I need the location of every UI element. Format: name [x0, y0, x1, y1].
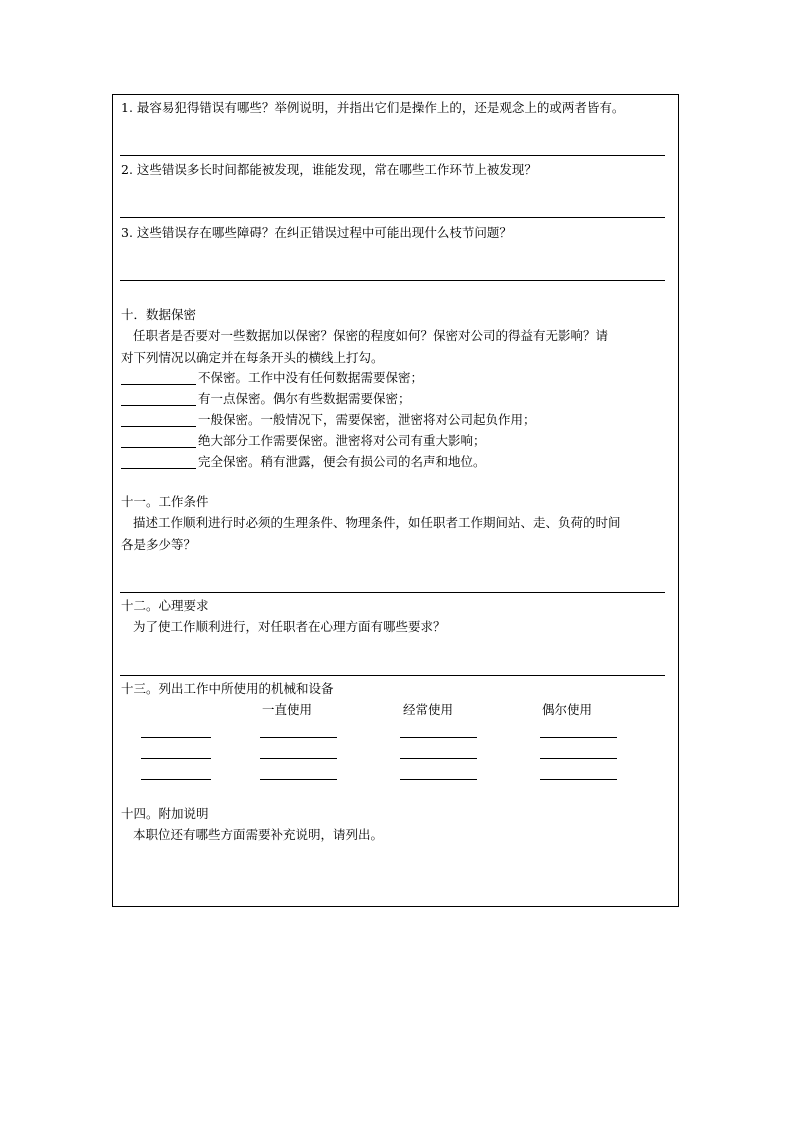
often-used-line[interactable]	[400, 779, 477, 780]
option-no-secrecy: 不保密。工作中没有任何数据需要保密；	[198, 370, 424, 385]
equipment-name-line[interactable]	[141, 779, 211, 780]
section-10-intro-1: 任职者是否要对一些数据加以保密？保密的程度如何？保密对公司的得益有无影响？请	[133, 328, 609, 343]
section-10-title: 十．数据保密	[121, 307, 197, 322]
section-12-line-1: 为了使工作顺利进行，对任职者在心理方面有哪些要求？	[133, 619, 446, 634]
often-used-line[interactable]	[400, 737, 477, 738]
occasionally-used-line[interactable]	[540, 758, 617, 759]
column-always-used: 一直使用	[262, 702, 313, 717]
always-used-line[interactable]	[260, 779, 337, 780]
option-little-secrecy: 有一点保密。偶尔有些数据需要保密；	[198, 391, 411, 406]
question-2: 2. 这些错误多长时间都能被发现，谁能发现，常在哪些工作环节上被发现？	[121, 162, 537, 177]
occasionally-used-line[interactable]	[540, 737, 617, 738]
answer-line-psych-requirements[interactable]	[120, 675, 665, 676]
section-13-title: 十三。列出工作中所使用的机械和设备	[121, 681, 334, 696]
option-general-secrecy: 一般保密。一般情况下，需要保密，泄密将对公司起负作用；	[198, 412, 536, 427]
checkbox-line-little-secrecy[interactable]	[121, 405, 196, 406]
always-used-line[interactable]	[260, 758, 337, 759]
section-14-title: 十四。附加说明	[121, 806, 209, 821]
question-3: 3. 这些错误存在哪些障碍？在纠正错误过程中可能出现什么枝节问题？	[121, 225, 512, 240]
checkbox-line-full-secrecy[interactable]	[121, 468, 196, 469]
section-11-line-2: 各是多少等？	[121, 537, 197, 552]
section-11-line-1: 描述工作顺利进行时必须的生理条件、物理条件，如任职者工作期间站、走、负荷的时间	[133, 515, 621, 530]
checkbox-line-general-secrecy[interactable]	[121, 426, 196, 427]
section-12-title: 十二。心理要求	[121, 598, 209, 613]
checkbox-line-no-secrecy[interactable]	[121, 384, 196, 385]
column-often-used: 经常使用	[403, 702, 454, 717]
option-full-secrecy: 完全保密。稍有泄露，便会有损公司的名声和地位。	[198, 454, 486, 469]
section-11-title: 十一。工作条件	[121, 494, 209, 509]
answer-line-3[interactable]	[120, 280, 665, 281]
often-used-line[interactable]	[400, 758, 477, 759]
section-14-line-1: 本职位还有哪些方面需要补充说明，请列出。	[133, 827, 384, 842]
question-1: 1. 最容易犯得错误有哪些？举例说明，并指出它们是操作上的，还是观念上的或两者皆有。	[121, 100, 625, 115]
equipment-name-line[interactable]	[141, 758, 211, 759]
checkbox-line-mostly-secrecy[interactable]	[121, 447, 196, 448]
answer-line-working-conditions[interactable]	[120, 592, 665, 593]
answer-line-2[interactable]	[120, 217, 665, 218]
occasionally-used-line[interactable]	[540, 779, 617, 780]
option-mostly-secrecy: 绝大部分工作需要保密。泄密将对公司有重大影响；	[198, 433, 486, 448]
always-used-line[interactable]	[260, 737, 337, 738]
column-occasionally-used: 偶尔使用	[542, 702, 593, 717]
section-10-intro-2: 对下列情况以确定并在每条开头的横线上打勾。	[121, 350, 384, 365]
answer-line-1[interactable]	[120, 155, 665, 156]
equipment-name-line[interactable]	[141, 737, 211, 738]
